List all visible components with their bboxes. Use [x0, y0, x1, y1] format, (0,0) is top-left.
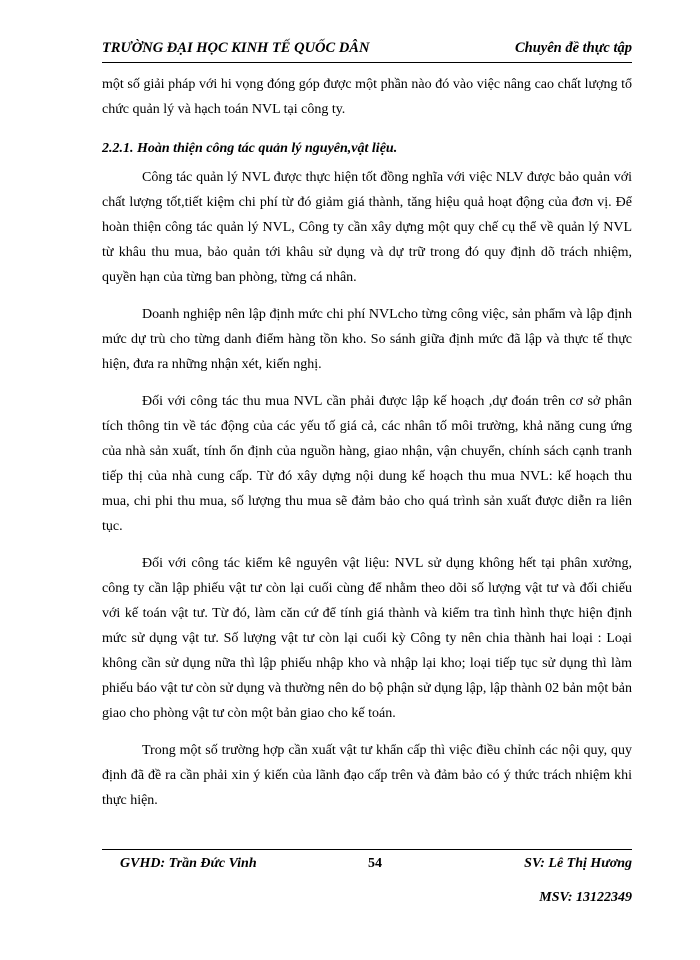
page-number: 54	[368, 856, 382, 871]
student-name: SV: Lê Thị Hương	[524, 856, 632, 871]
intro-paragraph: một số giải pháp với hi vọng đóng góp được một phần nào đó vào việc nâng cao chất lượng tổ chức quản lý và hạch toán NVL tại công ty.	[102, 77, 632, 117]
footer-divider	[102, 849, 632, 850]
document-type: Chuyên đề thực tập	[514, 40, 632, 56]
page-header	[102, 38, 632, 62]
school-name: TRƯỜNG ĐẠI HỌC KINH TẾ QUỐC DÂN	[102, 40, 370, 56]
advisor-name: GVHD: Trần Đức Vinh	[120, 856, 257, 871]
page-footer	[102, 854, 632, 914]
header-divider	[102, 62, 632, 63]
page-body	[102, 72, 632, 813]
student-id: MSV: 13122349	[539, 890, 632, 905]
paragraph-2: Doanh nghiệp nên lập định mức chi phí NVLcho từng công việc, sản phẩm và lập định mức dự trù cho từng danh điểm hàng tồn kho. So sánh giữa định mức đã lập và thực tế thực hiện, đưa ra những nhận xét, kiến nghị.	[102, 307, 632, 372]
paragraph-5: Trong một số trường hợp cần xuất vật tư khẩn cấp thì việc điều chỉnh các nội quy, quy định đã đề ra cần phải xin ý kiến của lãnh đạo cấp trên và đảm bảo có ý thức trách nhiệm khi thực hiện.	[102, 743, 632, 808]
paragraph-4: Đối với công tác kiểm kê nguyên vật liệu: NVL sử dụng không hết tại phân xưởng, công ty cần lập phiếu vật tư còn lại cuối cùng để nhằm theo dõi số lượng vật tư và đối chiếu với kế toán vật tư. Từ đó, làm căn cứ để tính giá thành và kiểm tra tình hình thực hiện định mức sử dụng vật tư. Số lượng vật tư còn lại cuối kỳ Công ty nên chia thành hai loại : Loại không cần sử dụng nữa thì lập phiếu nhập kho và nhập lại kho; loại tiếp tục sử dụng thì làm phiếu báo vật tư còn sử dụng và thường nên do bộ phận sử dụng lập, lập thành 02 bản một bản giao cho phòng vật tư còn một bản giao cho kế toán.	[102, 556, 632, 721]
section-title: 2.2.1. Hoàn thiện công tác quản lý nguyên,vật liệu.	[102, 141, 398, 156]
paragraph-1: Công tác quản lý NVL được thực hiện tốt đồng nghĩa với việc NLV được bảo quản với chất lượng tốt,tiết kiệm chi phí từ đó giảm giá thành, tăng hiệu quả hoạt động của đơn vị. Để hoàn thiện công tác quản lý NVL, Công ty cần xây dựng một quy chế cụ thể về quản lý NVL từ khâu thu mua, bảo quản tới khâu sử dụng và dự trữ trong đó quy định dõ trách nhiệm, quyền hạn của từng ban phòng, từng cá nhân.	[102, 170, 632, 285]
paragraph-3: Đối với công tác thu mua NVL cần phải được lập kế hoạch ,dự đoán trên cơ sở phân tích thông tin về tác động của các yếu tố giá cả, các nhân tố môi trường, khả năng cung ứng của nhà sản xuất, tính ổn định của nguồn hàng, giao nhận, vận chuyển, chính sách cạnh tranh tiếp thị của nhà cung cấp. Từ đó xây dựng nội dung kế hoạch thu mua NVL: kế hoạch thu mua, chi phi thu mua, số lượng thu mua sẽ đảm bảo cho quá trình sản xuất được diễn ra liên tục.	[102, 394, 632, 534]
